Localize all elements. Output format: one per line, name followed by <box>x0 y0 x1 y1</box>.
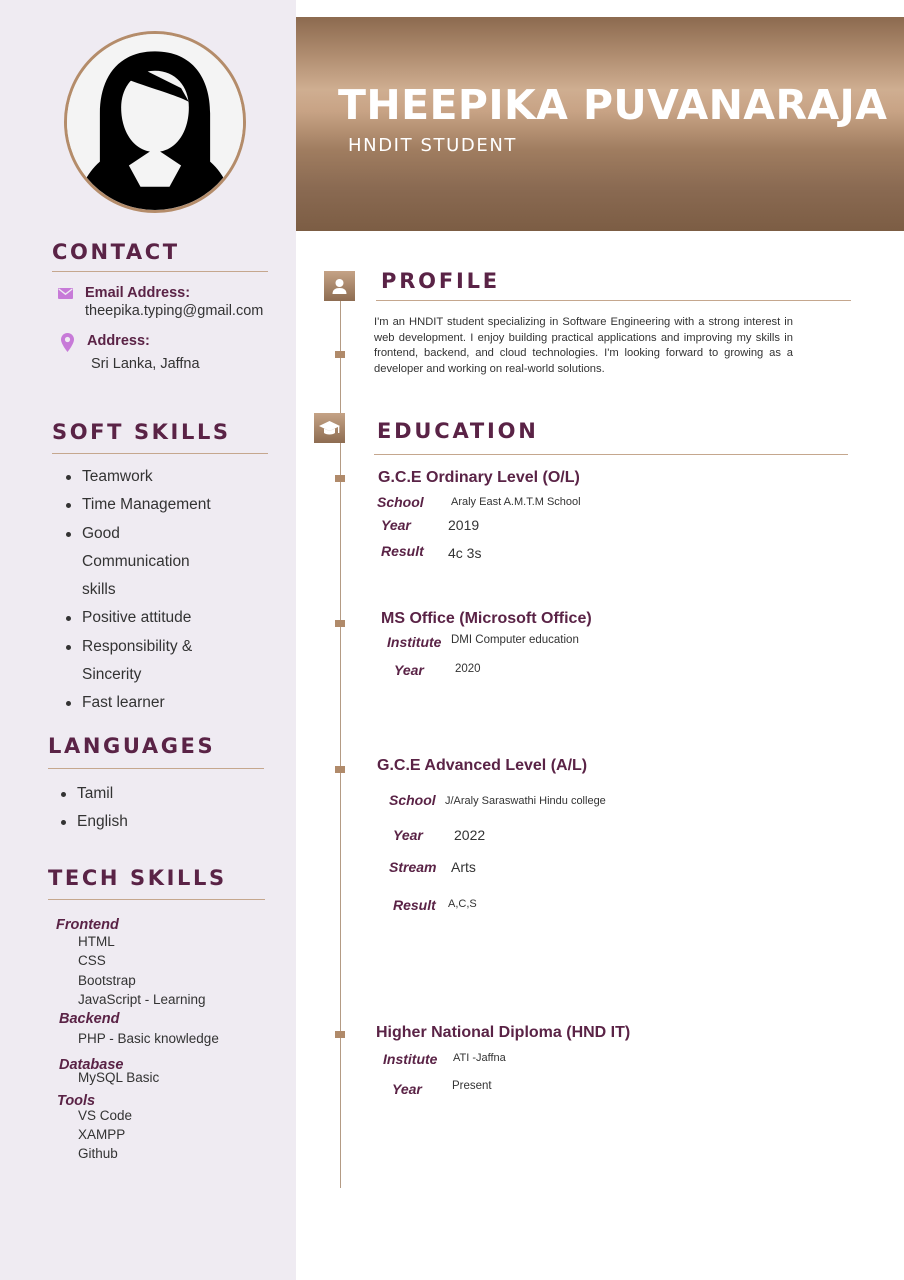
role-subtitle: HNDIT STUDENT <box>348 135 517 156</box>
ms-year-label: Year <box>394 662 424 678</box>
list-item: Github <box>78 1146 118 1161</box>
profile-divider <box>376 300 851 301</box>
email-label: Email Address: <box>85 285 191 301</box>
languages-divider <box>48 768 264 769</box>
al-stream-label: Stream <box>389 859 437 875</box>
list-item: Tamil <box>59 780 229 808</box>
sidebar <box>0 0 296 1280</box>
timeline-marker <box>335 475 345 482</box>
page-title: THEEPIKA PUVANARAJA <box>338 81 888 129</box>
person-silhouette-icon <box>67 34 243 210</box>
mail-icon <box>58 288 73 299</box>
ol-title: G.C.E Ordinary Level (O/L) <box>378 469 580 486</box>
avatar <box>64 31 246 213</box>
al-year-value: 2022 <box>454 827 486 843</box>
al-stream-value: Arts <box>451 859 476 875</box>
contact-divider <box>52 271 268 272</box>
email-value[interactable]: theepika.typing@gmail.com <box>85 303 264 319</box>
hnd-institute-label: Institute <box>383 1051 438 1067</box>
list-item: PHP - Basic knowledge <box>78 1031 219 1046</box>
backend-label: Backend <box>59 1011 120 1027</box>
ms-title: MS Office (Microsoft Office) <box>381 610 592 627</box>
header-banner <box>296 17 904 231</box>
soft-skills-divider <box>52 453 268 454</box>
tools-label: Tools <box>57 1093 96 1109</box>
list-item: Fast learner <box>64 689 234 717</box>
profile-summary: I'm an HNDIT student specializing in Software Engineering with a strong interest in web development. I enjoy building practical applications and improving my skills in frontend, backend, and cloud technologies. I'm looking forward to growing as a developer and working on real-world solutions. <box>374 316 793 375</box>
tech-skills-heading: TECH SKILLS <box>48 866 227 890</box>
ol-school-label: School <box>377 494 424 510</box>
ol-result-label: Result <box>381 543 424 559</box>
soft-skills-list <box>64 463 234 718</box>
database-label: Database <box>59 1057 124 1073</box>
soft-skills-heading: SOFT SKILLS <box>52 420 231 444</box>
ms-institute-label: Institute <box>387 634 442 650</box>
hnd-institute-value: ATI -Jaffna <box>453 1052 506 1064</box>
frontend-label: Frontend <box>56 917 119 933</box>
timeline-marker <box>335 351 345 358</box>
hnd-year-value: Present <box>452 1080 492 1092</box>
ol-year-label: Year <box>381 517 411 533</box>
education-divider <box>374 454 848 455</box>
al-school-label: School <box>389 792 436 808</box>
list-item: XAMPP <box>78 1127 126 1142</box>
hnd-year-label: Year <box>392 1081 422 1097</box>
al-result-label: Result <box>393 897 436 913</box>
al-result-value: A,C,S <box>448 898 477 910</box>
list-item: MySQL Basic <box>78 1070 160 1085</box>
tech-skills-divider <box>48 899 265 900</box>
profile-heading: PROFILE <box>381 269 500 293</box>
ms-year-value: 2020 <box>455 663 481 675</box>
ol-year-value: 2019 <box>448 517 480 533</box>
education-heading: EDUCATION <box>377 419 539 443</box>
timeline-marker <box>335 1031 345 1038</box>
graduation-cap-icon <box>314 413 345 443</box>
list-item: JavaScript - Learning <box>78 992 206 1007</box>
address-value: Sri Lanka, Jaffna <box>91 356 200 372</box>
user-icon <box>324 271 355 301</box>
list-item: Responsibility & Sincerity <box>64 633 217 690</box>
location-pin-icon <box>61 333 74 352</box>
list-item: VS Code <box>78 1108 133 1123</box>
timeline-marker <box>335 620 345 627</box>
languages-heading: LANGUAGES <box>48 734 216 758</box>
hnd-title: Higher National Diploma (HND IT) <box>376 1024 631 1041</box>
list-item: Bootstrap <box>78 973 136 988</box>
timeline-marker <box>335 766 345 773</box>
list-item: CSS <box>78 953 106 968</box>
al-school-value: J/Araly Saraswathi Hindu college <box>445 795 606 807</box>
ol-school-value: Araly East A.M.T.M School <box>451 496 581 508</box>
list-item: Teamwork <box>64 463 234 491</box>
al-year-label: Year <box>393 827 423 843</box>
address-label: Address: <box>87 333 150 349</box>
list-item: Time Management <box>64 491 234 519</box>
list-item: Good Communication skills <box>64 520 197 605</box>
list-item: HTML <box>78 934 115 949</box>
list-item: Positive attitude <box>64 604 234 632</box>
list-item: English <box>59 808 229 836</box>
ol-result-value: 4c 3s <box>448 545 482 561</box>
languages-list <box>59 780 229 837</box>
al-title: G.C.E Advanced Level (A/L) <box>377 757 588 774</box>
contact-heading: CONTACT <box>52 240 180 264</box>
ms-institute-value: DMI Computer education <box>451 634 579 646</box>
